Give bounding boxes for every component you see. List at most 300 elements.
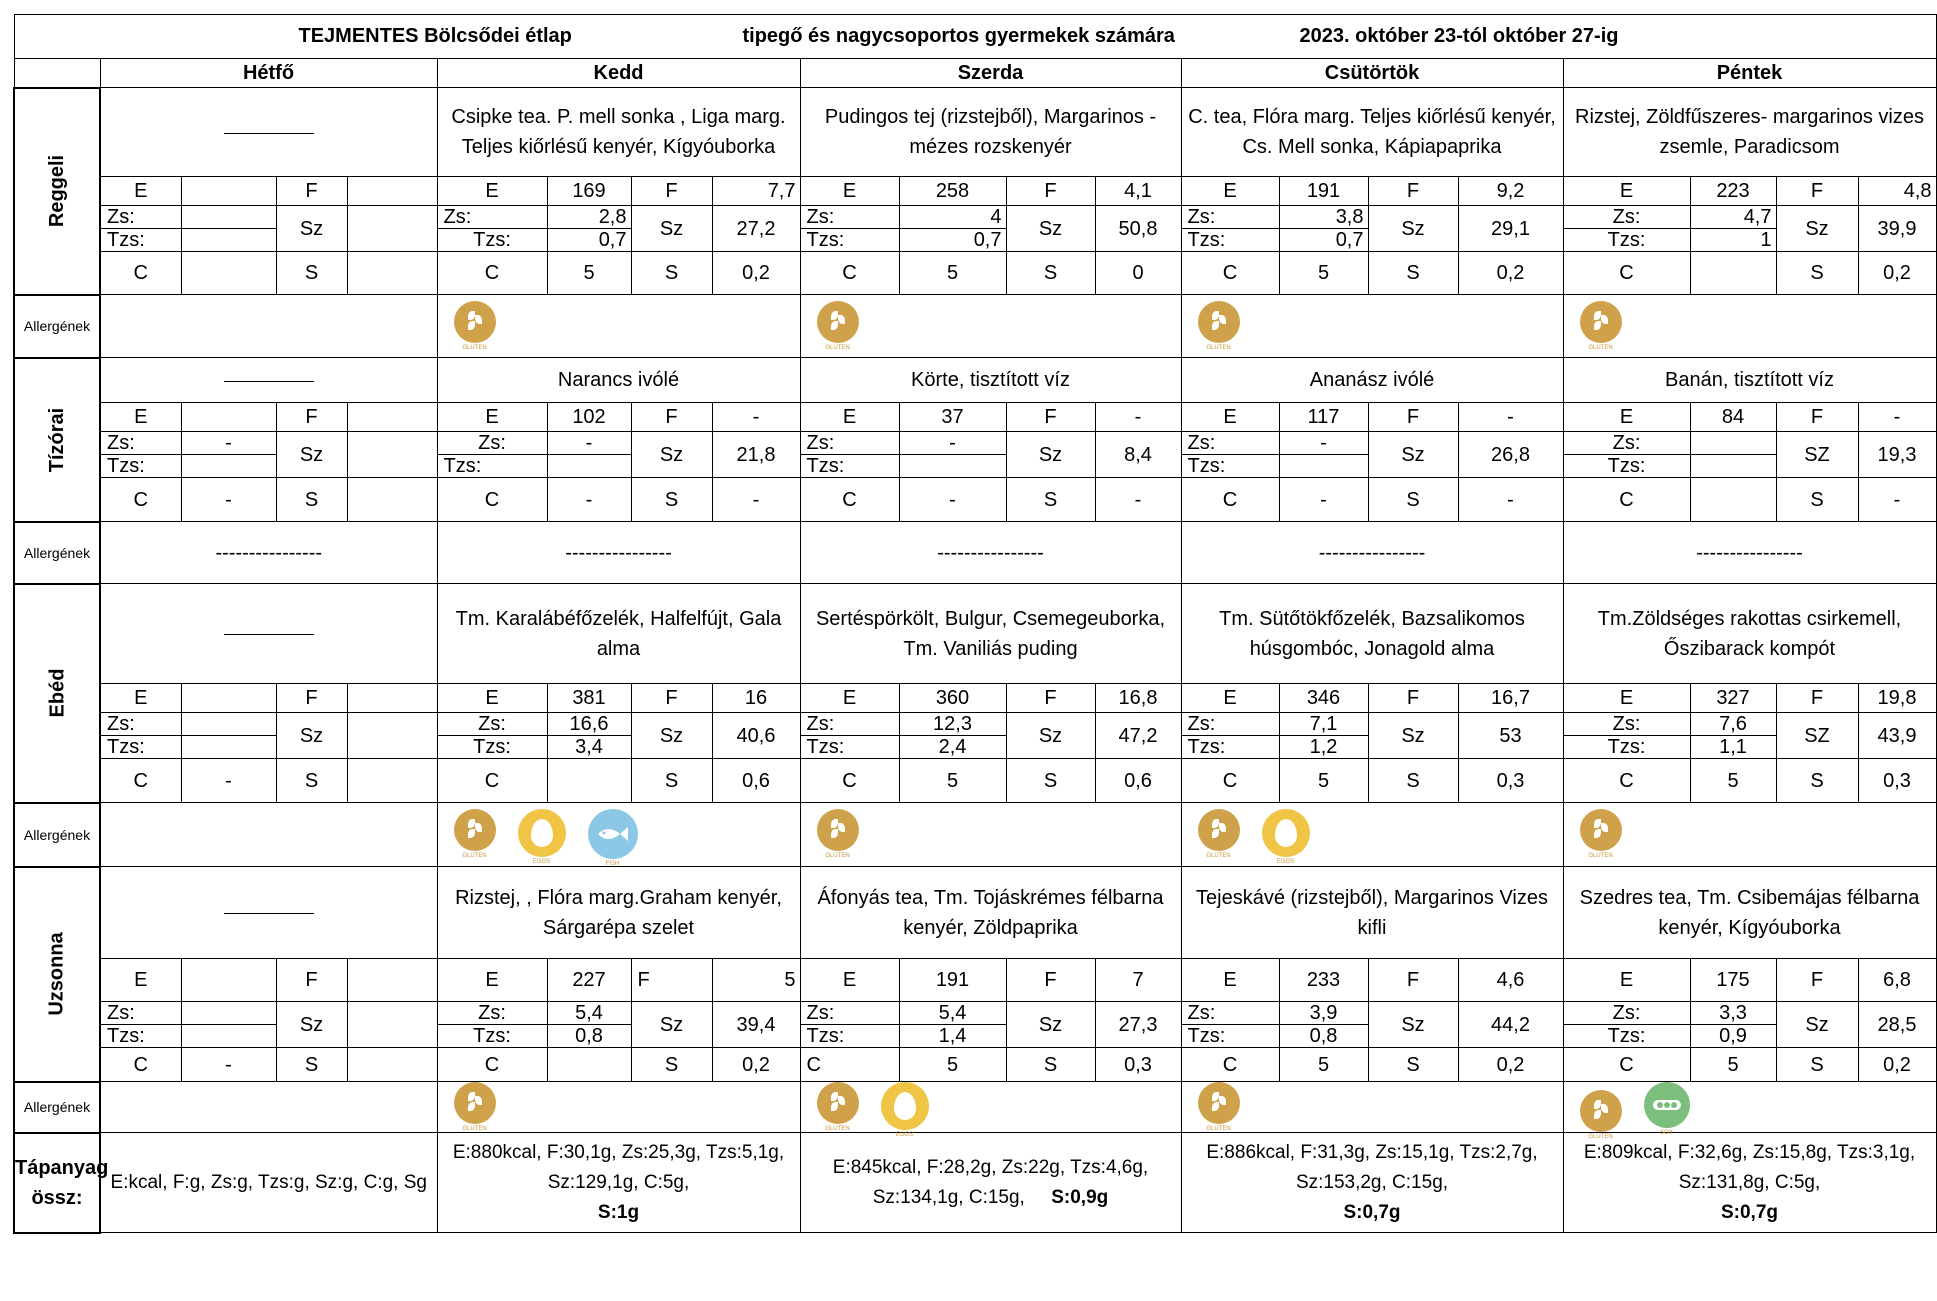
- allergens-kedd: [437, 1082, 800, 1133]
- allergens-hetfo: [100, 1082, 437, 1133]
- tzs-label: Tzs:: [437, 736, 547, 759]
- tizorai-ef-row: [14, 403, 1936, 432]
- menu-pentek: Tm.Zöldséges rakottas csirkemell, Őszibarack kompót: [1563, 584, 1936, 684]
- zs-label: Zs:: [1563, 432, 1690, 455]
- meal-label-reggeli: Reggeli: [14, 88, 100, 295]
- sz-value: [347, 713, 437, 759]
- sz-value: [347, 1002, 437, 1048]
- corner-cell: [14, 59, 100, 88]
- e-value: 84: [1690, 403, 1776, 432]
- f-label: F: [1776, 177, 1858, 206]
- c-value: 5: [547, 252, 631, 295]
- s-label: S: [1776, 478, 1858, 522]
- osszes-label: Tápanyag össz:: [14, 1133, 100, 1233]
- tzs-label: Tzs:: [437, 455, 547, 478]
- s-label: S: [1006, 252, 1095, 295]
- c-value: [547, 1048, 631, 1082]
- e-value: 37: [899, 403, 1006, 432]
- menu-table: [13, 14, 1937, 1234]
- sz-value: 47,2: [1095, 713, 1181, 759]
- allergens-kedd: ----------------: [437, 522, 800, 584]
- s-value: 0,6: [1095, 759, 1181, 803]
- allergens-kedd: [437, 295, 800, 358]
- title-left: TEJMENTES Bölcsődei étlap: [298, 25, 572, 47]
- zs-value: 7,6: [1690, 713, 1776, 736]
- zs-value: 7,1: [1279, 713, 1368, 736]
- c-value: 5: [899, 759, 1006, 803]
- gluten-icon: GLUTEN: [1198, 1082, 1240, 1124]
- e-label: E: [100, 684, 181, 713]
- c-label: C: [1181, 252, 1279, 295]
- f-value: 4,1: [1095, 177, 1181, 206]
- day-hetfo: Hétfő: [100, 59, 437, 88]
- sz-value: 39,9: [1858, 206, 1936, 252]
- reggeli-menu-row: [14, 88, 1936, 177]
- f-value: -: [712, 403, 800, 432]
- f-value: [347, 959, 437, 1002]
- sz-label: Sz: [631, 713, 712, 759]
- allergens-pentek: ----------------: [1563, 522, 1936, 584]
- zs-label: Zs:: [800, 206, 899, 229]
- zs-label: Zs:: [100, 1002, 181, 1025]
- reggeli-zs-row: [14, 206, 1936, 229]
- zs-value: 16,6: [547, 713, 631, 736]
- s-value: -: [1095, 478, 1181, 522]
- tizorai-menu-row: [14, 358, 1936, 403]
- zs-value: 5,4: [547, 1002, 631, 1025]
- e-label: E: [437, 403, 547, 432]
- s-value: -: [712, 478, 800, 522]
- sz-label: SZ: [1776, 713, 1858, 759]
- zs-value: -: [181, 432, 276, 455]
- f-value: 7: [1095, 959, 1181, 1002]
- sz-value: 21,8: [712, 432, 800, 478]
- f-label: F: [1776, 403, 1858, 432]
- tzs-label: Tzs:: [1563, 229, 1690, 252]
- f-value: -: [1095, 403, 1181, 432]
- sz-value: 39,4: [712, 1002, 800, 1048]
- c-label: C: [1181, 1048, 1279, 1082]
- zs-label: Zs:: [1181, 432, 1279, 455]
- f-value: 16,7: [1458, 684, 1563, 713]
- f-label: F: [276, 959, 347, 1002]
- menu-csutortok: Tejeskávé (rizstejből), Margarinos Vizes kifli: [1181, 867, 1563, 959]
- fish-icon: FISH: [588, 809, 638, 859]
- f-label: F: [631, 177, 712, 206]
- zs-label: Zs:: [1181, 713, 1279, 736]
- c-value: 5: [1690, 759, 1776, 803]
- days-row: [14, 59, 1936, 88]
- allergen-label: Allergének: [14, 803, 100, 867]
- allergens-szerda: [800, 295, 1181, 358]
- f-label: F: [1006, 403, 1095, 432]
- tzs-value: 0,7: [899, 229, 1006, 252]
- c-value: [181, 252, 276, 295]
- meal-label-ebed: Ebéd: [14, 584, 100, 803]
- gluten-icon: GLUTEN: [1580, 809, 1622, 851]
- e-label: E: [1181, 684, 1279, 713]
- menu-csutortok: C. tea, Flóra marg. Teljes kiőrlésű kenyér, Cs. Mell sonka, Kápiapaprika: [1181, 88, 1563, 177]
- e-value: 169: [547, 177, 631, 206]
- f-label: F: [631, 403, 712, 432]
- sz-label: Sz: [1368, 1002, 1458, 1048]
- allergens-csutortok: [1181, 803, 1563, 867]
- menu-pentek: Szedres tea, Tm. Csibemájas félbarna kenyér, Kígyóuborka: [1563, 867, 1936, 959]
- sz-label: Sz: [1368, 432, 1458, 478]
- zs-value: 4,7: [1690, 206, 1776, 229]
- soy-icon: SOY: [1644, 1082, 1690, 1128]
- sz-label: SZ: [1776, 432, 1858, 478]
- f-label: F: [1006, 959, 1095, 1002]
- day-pentek: Péntek: [1563, 59, 1936, 88]
- sz-value: 8,4: [1095, 432, 1181, 478]
- zs-value: -: [899, 432, 1006, 455]
- sz-value: 19,3: [1858, 432, 1936, 478]
- sz-label: Sz: [1368, 713, 1458, 759]
- zs-label: Zs:: [1563, 1002, 1690, 1025]
- s-value: [347, 1048, 437, 1082]
- menu-szerda: Sertéspörkölt, Bulgur, Csemegeuborka, Tm. Vaniliás puding: [800, 584, 1181, 684]
- day-csutortok: Csütörtök: [1181, 59, 1563, 88]
- f-value: -: [1858, 403, 1936, 432]
- tzs-label: Tzs:: [100, 1025, 181, 1048]
- zs-label: Zs:: [437, 432, 547, 455]
- tzs-value: 0,7: [547, 229, 631, 252]
- c-value: -: [1279, 478, 1368, 522]
- c-value: 5: [899, 1048, 1006, 1082]
- zs-value: 12,3: [899, 713, 1006, 736]
- tzs-value: [181, 229, 276, 252]
- e-value: 346: [1279, 684, 1368, 713]
- f-value: 16: [712, 684, 800, 713]
- gluten-icon: GLUTEN: [817, 1082, 859, 1124]
- c-label: C: [437, 759, 547, 803]
- sz-value: 27,3: [1095, 1002, 1181, 1048]
- zs-value: [181, 1002, 276, 1025]
- ebed-ef-row: [14, 684, 1936, 713]
- c-value: -: [899, 478, 1006, 522]
- e-label: E: [437, 684, 547, 713]
- zs-value: [181, 713, 276, 736]
- s-value: 0,2: [1858, 1048, 1936, 1082]
- s-value: 0,2: [1858, 252, 1936, 295]
- e-label: E: [100, 177, 181, 206]
- tzs-label: Tzs:: [1563, 455, 1690, 478]
- e-label: E: [1563, 177, 1690, 206]
- s-value: 0: [1095, 252, 1181, 295]
- menu-pentek: Rizstej, Zöldfűszeres- margarinos vizes zsemle, Paradicsom: [1563, 88, 1936, 177]
- f-label: F: [1368, 684, 1458, 713]
- day-kedd: Kedd: [437, 59, 800, 88]
- e-value: 227: [547, 959, 631, 1002]
- gluten-icon: GLUTEN: [454, 301, 496, 343]
- allergens-csutortok: [1181, 1082, 1563, 1133]
- tzs-value: 2,4: [899, 736, 1006, 759]
- e-label: E: [800, 177, 899, 206]
- zs-label: Zs:: [1563, 713, 1690, 736]
- menu-szerda: Áfonyás tea, Tm. Tojáskrémes félbarna kenyér, Zöldpaprika: [800, 867, 1181, 959]
- tzs-label: Tzs:: [100, 736, 181, 759]
- s-label: S: [276, 478, 347, 522]
- allergens-szerda: ----------------: [800, 522, 1181, 584]
- s-value: [347, 252, 437, 295]
- f-value: [347, 403, 437, 432]
- c-label: C: [800, 478, 899, 522]
- osszes-pentek: E:809kcal, F:32,6g, Zs:15,8g, Tzs:3,1g, Sz:131,8g, C:5g, S:0,7g: [1563, 1133, 1936, 1233]
- s-label: S: [276, 252, 347, 295]
- zs-value: [1690, 432, 1776, 455]
- sz-value: [347, 206, 437, 252]
- tzs-value: 0,9: [1690, 1025, 1776, 1048]
- menu-szerda: Pudingos tej (rizstejből), Margarinos - mézes rozskenyér: [800, 88, 1181, 177]
- reggeli-allergen-row: [14, 295, 1936, 358]
- zs-value: [181, 206, 276, 229]
- sz-label: Sz: [276, 713, 347, 759]
- c-label: C: [800, 252, 899, 295]
- sz-value: 44,2: [1458, 1002, 1563, 1048]
- tzs-label: Tzs:: [100, 229, 181, 252]
- sz-label: Sz: [1006, 1002, 1095, 1048]
- s-label: S: [1006, 1048, 1095, 1082]
- s-label: S: [631, 1048, 712, 1082]
- s-value: [347, 478, 437, 522]
- f-label: F: [1368, 959, 1458, 1002]
- sz-label: Sz: [1006, 432, 1095, 478]
- zs-value: 4: [899, 206, 1006, 229]
- osszes-kedd: E:880kcal, F:30,1g, Zs:25,3g, Tzs:5,1g, Sz:129,1g, C:5g, S:1g: [437, 1133, 800, 1233]
- tzs-label: Tzs:: [1181, 229, 1279, 252]
- allergen-label: Allergének: [14, 1082, 100, 1133]
- allergens-szerda: [800, 803, 1181, 867]
- c-label: C: [100, 252, 181, 295]
- f-label: F: [276, 403, 347, 432]
- allergens-hetfo: ----------------: [100, 522, 437, 584]
- zs-label: Zs:: [437, 1002, 547, 1025]
- s-label: S: [276, 1048, 347, 1082]
- egg-icon: EGGS: [881, 1082, 929, 1130]
- e-value: 175: [1690, 959, 1776, 1002]
- s-label: S: [1368, 252, 1458, 295]
- e-value: 381: [547, 684, 631, 713]
- s-value: 0,3: [1458, 759, 1563, 803]
- f-label: F: [1006, 177, 1095, 206]
- allergens-hetfo: [100, 295, 437, 358]
- sz-label: Sz: [1776, 206, 1858, 252]
- f-label: F: [276, 684, 347, 713]
- e-label: E: [1181, 403, 1279, 432]
- allergens-kedd: [437, 803, 800, 867]
- c-value: -: [181, 478, 276, 522]
- tzs-value: [1279, 455, 1368, 478]
- c-value: -: [181, 1048, 276, 1082]
- e-label: E: [1181, 177, 1279, 206]
- uzsonna-zs-row: [14, 1002, 1936, 1025]
- f-label: F: [631, 684, 712, 713]
- s-label: S: [1006, 759, 1095, 803]
- menu-hetfo: [100, 88, 437, 177]
- allergens-csutortok: [1181, 295, 1563, 358]
- s-value: 0,6: [712, 759, 800, 803]
- tzs-label: Tzs:: [1181, 455, 1279, 478]
- c-label: C: [1563, 1048, 1690, 1082]
- tzs-value: [181, 455, 276, 478]
- sheet-title: [14, 15, 1936, 59]
- tzs-label: Tzs:: [1181, 736, 1279, 759]
- s-value: -: [1458, 478, 1563, 522]
- f-label: F: [1006, 684, 1095, 713]
- sz-label: Sz: [276, 1002, 347, 1048]
- gluten-icon: GLUTEN: [1580, 301, 1622, 343]
- f-label: F: [1776, 959, 1858, 1002]
- gluten-icon: GLUTEN: [454, 1082, 496, 1124]
- menu-szerda: Körte, tisztított víz: [800, 358, 1181, 403]
- meal-label-uzsonna: Uzsonna: [14, 867, 100, 1082]
- e-value: 117: [1279, 403, 1368, 432]
- c-label: C: [1181, 478, 1279, 522]
- menu-pentek: Banán, tisztított víz: [1563, 358, 1936, 403]
- allergen-label: Allergének: [14, 522, 100, 584]
- s-label: S: [1776, 1048, 1858, 1082]
- gluten-icon: GLUTEN: [817, 301, 859, 343]
- sz-value: 43,9: [1858, 713, 1936, 759]
- zs-value: 5,4: [899, 1002, 1006, 1025]
- tzs-label: Tzs:: [1563, 1025, 1690, 1048]
- s-label: S: [1776, 252, 1858, 295]
- allergen-label: Allergének: [14, 295, 100, 358]
- zs-value: 3,8: [1279, 206, 1368, 229]
- c-value: 5: [1690, 1048, 1776, 1082]
- tzs-value: 0,7: [1279, 229, 1368, 252]
- s-label: S: [1368, 478, 1458, 522]
- tzs-value: 3,4: [547, 736, 631, 759]
- e-label: E: [437, 177, 547, 206]
- c-label: C: [800, 1048, 899, 1082]
- c-value: -: [181, 759, 276, 803]
- f-label: F: [276, 177, 347, 206]
- sz-value: 40,6: [712, 713, 800, 759]
- e-value: 233: [1279, 959, 1368, 1002]
- s-label: S: [1368, 1048, 1458, 1082]
- sz-value: 29,1: [1458, 206, 1563, 252]
- tzs-label: Tzs:: [437, 1025, 547, 1048]
- f-label: F: [1776, 684, 1858, 713]
- f-value: 9,2: [1458, 177, 1563, 206]
- e-label: E: [100, 959, 181, 1002]
- tizorai-allergen-row: [14, 522, 1936, 584]
- e-value: [181, 684, 276, 713]
- s-value: [347, 759, 437, 803]
- e-label: E: [100, 403, 181, 432]
- s-value: 0,2: [1458, 252, 1563, 295]
- allergens-szerda: [800, 1082, 1181, 1138]
- s-label: S: [276, 759, 347, 803]
- gluten-icon: GLUTEN: [817, 809, 859, 851]
- f-value: 4,6: [1458, 959, 1563, 1002]
- s-value: 0,2: [712, 252, 800, 295]
- tzs-value: [181, 1025, 276, 1048]
- sz-value: 53: [1458, 713, 1563, 759]
- c-label: C: [437, 252, 547, 295]
- c-label: C: [437, 1048, 547, 1082]
- e-value: [181, 403, 276, 432]
- sz-label: Sz: [1006, 713, 1095, 759]
- menu-csutortok: Ananász ivólé: [1181, 358, 1563, 403]
- e-value: 102: [547, 403, 631, 432]
- day-szerda: Szerda: [800, 59, 1181, 88]
- f-value: -: [1458, 403, 1563, 432]
- tizorai-cs-row: [14, 478, 1936, 522]
- tzs-label: Tzs:: [800, 1025, 899, 1048]
- e-label: E: [1563, 403, 1690, 432]
- uzsonna-menu-row: [14, 867, 1936, 959]
- tzs-label: Tzs:: [800, 455, 899, 478]
- sz-value: 50,8: [1095, 206, 1181, 252]
- zs-label: Zs:: [1181, 206, 1279, 229]
- sz-label: Sz: [1776, 1002, 1858, 1048]
- sz-label: Sz: [631, 432, 712, 478]
- f-value: 19,8: [1858, 684, 1936, 713]
- f-value: [347, 177, 437, 206]
- zs-label: Zs:: [1563, 206, 1690, 229]
- c-value: -: [547, 478, 631, 522]
- zs-value: 3,9: [1279, 1002, 1368, 1025]
- zs-value: -: [1279, 432, 1368, 455]
- s-value: 0,3: [1095, 1048, 1181, 1082]
- e-label: E: [437, 959, 547, 1002]
- e-label: E: [1563, 959, 1690, 1002]
- s-label: S: [1006, 478, 1095, 522]
- gluten-icon: GLUTEN: [1580, 1090, 1622, 1132]
- menu-hetfo: [100, 867, 437, 959]
- zs-label: Zs:: [437, 713, 547, 736]
- c-label: C: [100, 759, 181, 803]
- e-value: 223: [1690, 177, 1776, 206]
- sz-label: Sz: [631, 206, 712, 252]
- osszes-szerda: E:845kcal, F:28,2g, Zs:22g, Tzs:4,6g, Sz:134,1g, C:15g, S:0,9g: [800, 1133, 1181, 1233]
- tzs-label: Tzs:: [800, 229, 899, 252]
- tzs-label: Tzs:: [1563, 736, 1690, 759]
- e-label: E: [1563, 684, 1690, 713]
- e-label: E: [800, 684, 899, 713]
- tzs-value: [547, 455, 631, 478]
- uzsonna-cs-row: [14, 1048, 1936, 1082]
- menu-hetfo: [100, 358, 437, 403]
- title-mid: tipegő és nagycsoportos gyermekek számára: [742, 25, 1175, 47]
- zs-label: Zs:: [800, 1002, 899, 1025]
- sz-label: Sz: [276, 432, 347, 478]
- zs-value: -: [547, 432, 631, 455]
- zs-value: 3,3: [1690, 1002, 1776, 1025]
- tzs-value: [899, 455, 1006, 478]
- f-value: 16,8: [1095, 684, 1181, 713]
- tzs-value: 1,4: [899, 1025, 1006, 1048]
- allergens-pentek: [1563, 803, 1936, 867]
- menu-csutortok: Tm. Sütőtökfőzelék, Bazsalikomos húsgombóc, Jonagold alma: [1181, 584, 1563, 684]
- sz-value: [347, 432, 437, 478]
- s-value: 0,2: [712, 1048, 800, 1082]
- e-value: 327: [1690, 684, 1776, 713]
- e-value: [181, 177, 276, 206]
- zs-label: Zs:: [437, 206, 547, 229]
- menu-kedd: Rizstej, , Flóra marg.Graham kenyér, Sárgarépa szelet: [437, 867, 800, 959]
- e-label: E: [800, 403, 899, 432]
- allergens-hetfo: [100, 803, 437, 867]
- menu-kedd: Csipke tea. P. mell sonka , Liga marg. Teljes kiőrlésű kenyér, Kígyóuborka: [437, 88, 800, 177]
- sz-label: Sz: [1006, 206, 1095, 252]
- s-value: -: [1858, 478, 1936, 522]
- f-value: [347, 684, 437, 713]
- gluten-icon: GLUTEN: [1198, 301, 1240, 343]
